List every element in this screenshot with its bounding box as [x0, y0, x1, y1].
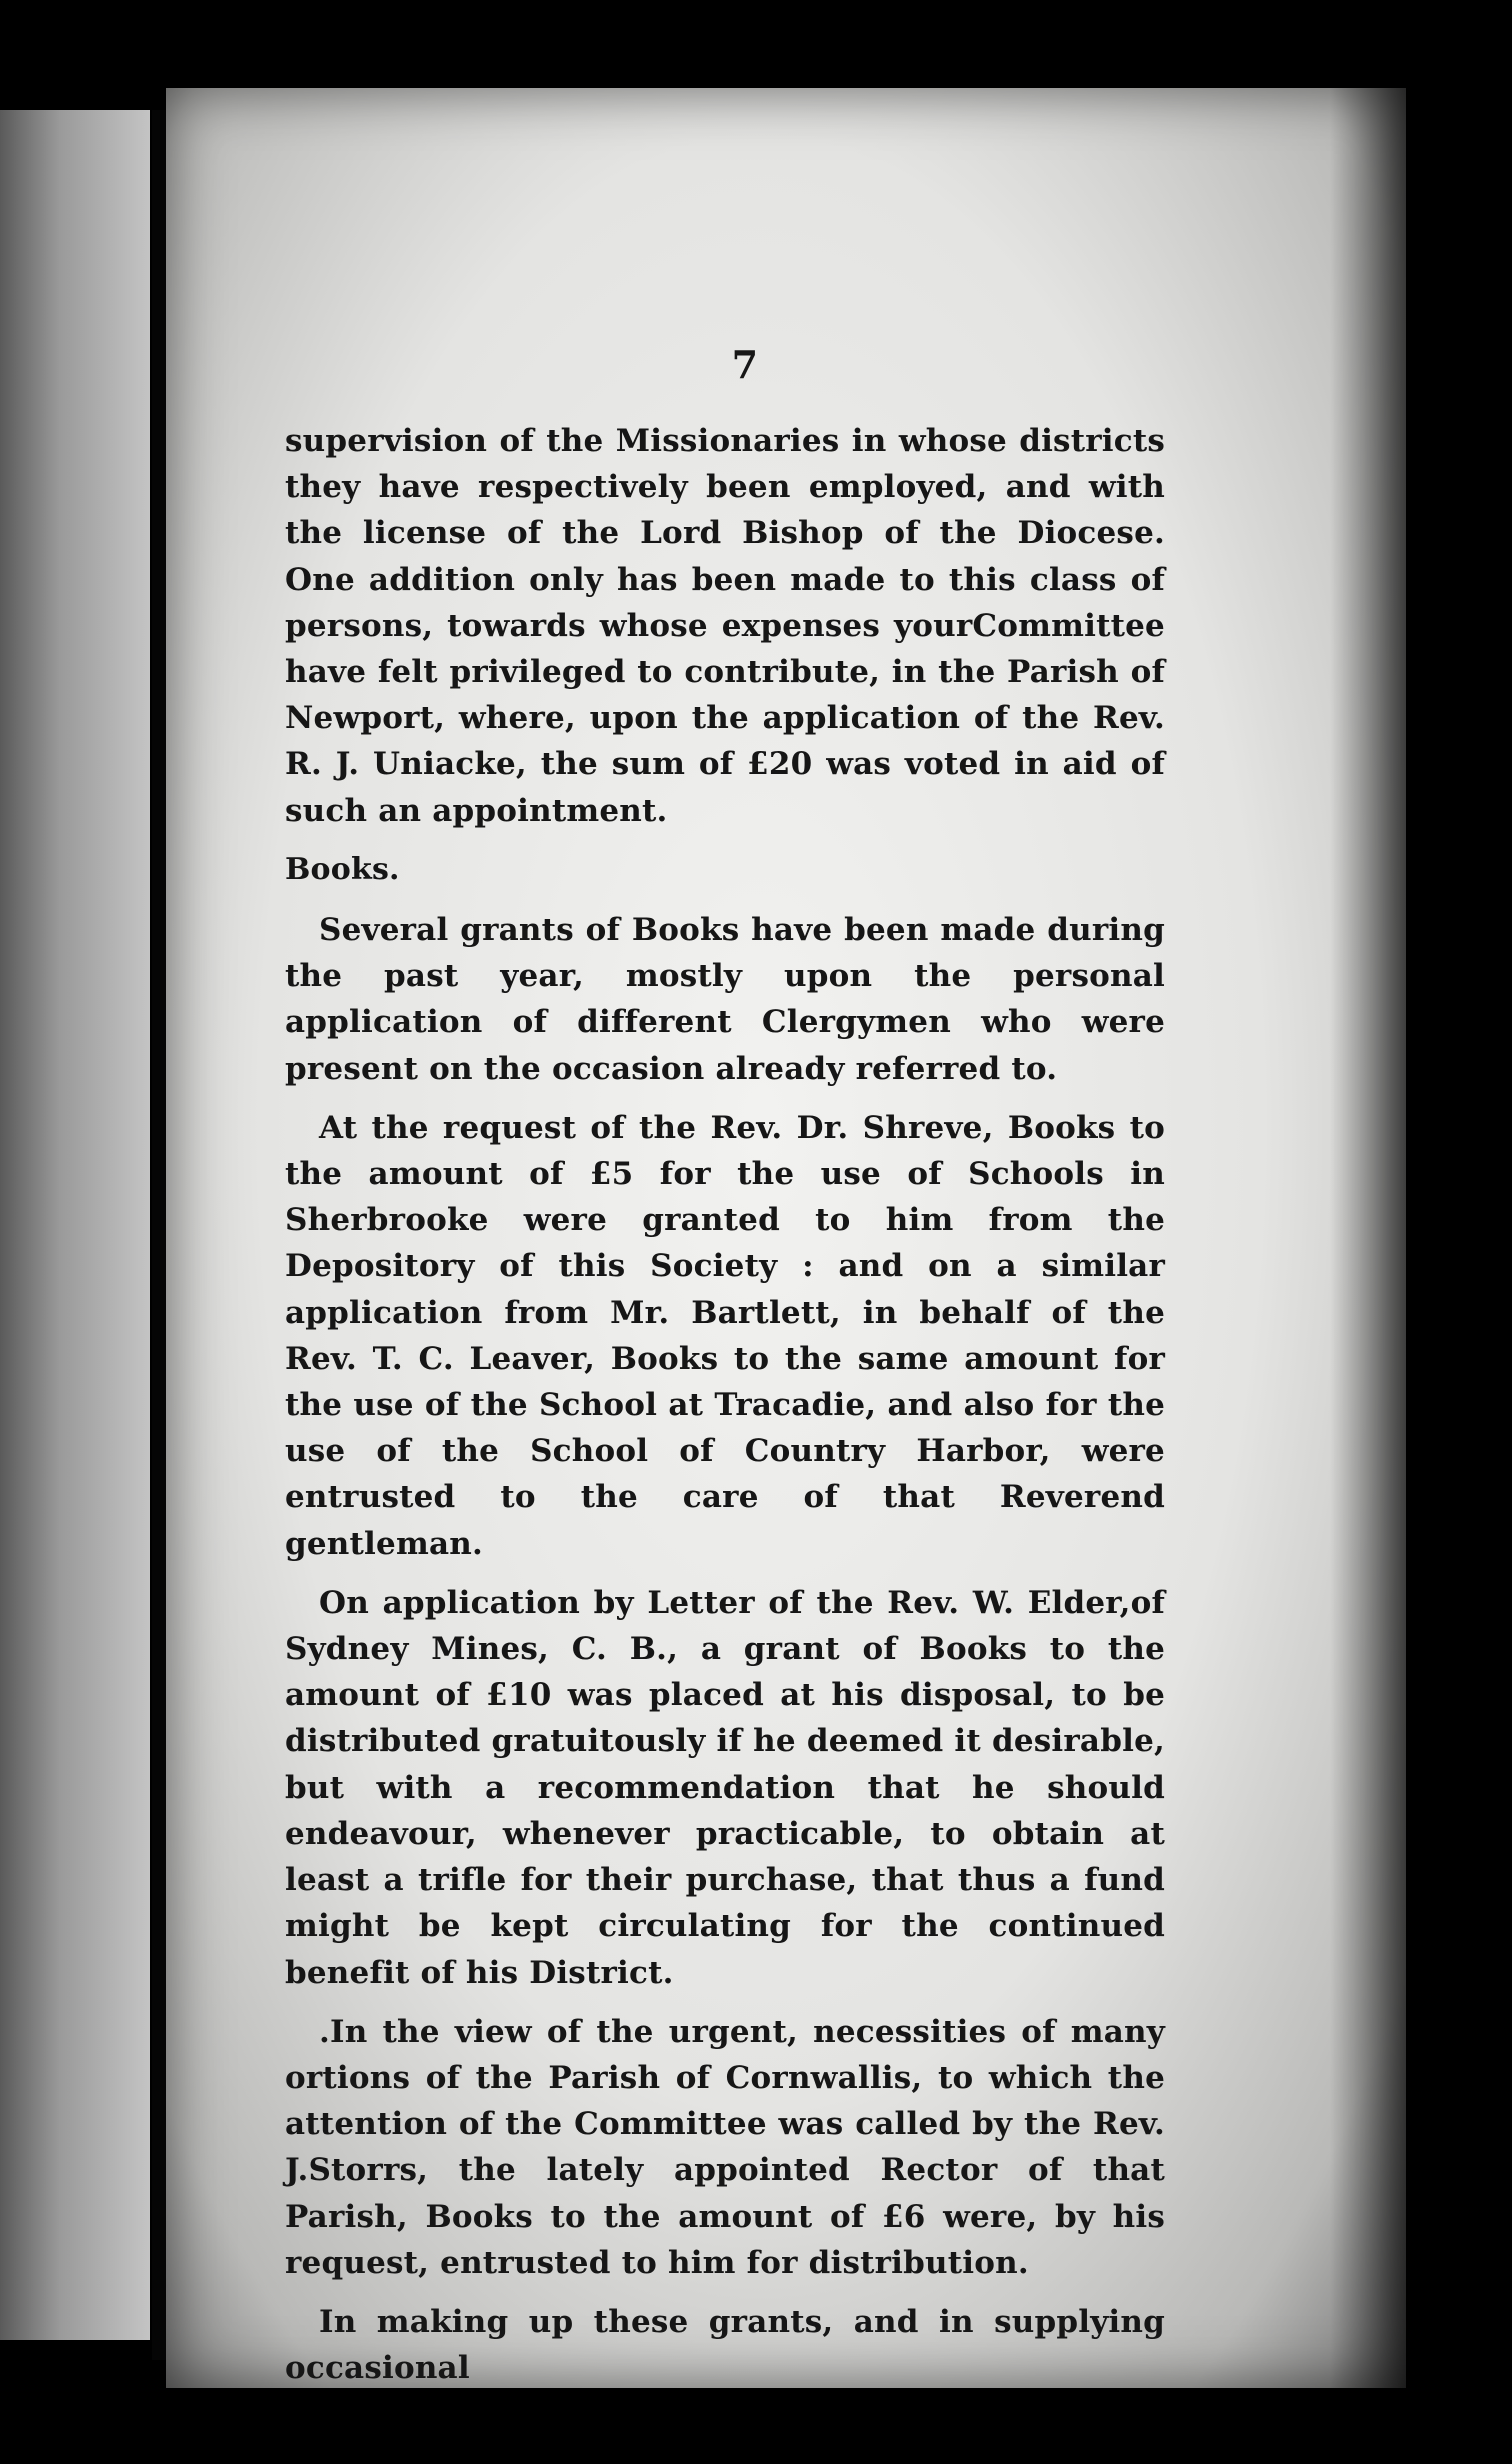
paragraph-missionaries: supervision of the Missionaries in whose districts they have respectively been employed, and with the license of the Lord Bishop of the Diocese. One addition only has been made to this class of persons, towards whose expenses yourCommittee have felt privileged to contribute, in the Parish of Newport, where, upon the application of the Rev. R. J. Uniacke, the sum of £20 was voted in aid of such an appointment.: [285, 423, 1165, 829]
paragraph-cornwallis: .In the view of the urgent, necessities of many ortions of the Parish of Cornwallis, to which the attention of the Committee was called by the Rev. J.Storrs, the lately appointed Rector of that Parish, Books to the amount of £6 were, by his request, entrusted to him for distribution.: [285, 2013, 1165, 2281]
paragraph-grants-of-books: Several grants of Books have been made during the past year, mostly upon the personal application of different Clergymen who were present on the occasion already referred to.: [285, 912, 1165, 1087]
facing-page-edge: [0, 110, 150, 2340]
paragraph-shreve-request: At the request of the Rev. Dr. Shreve, Books to the amount of £5 for the use of Schools in Sherbrooke were granted to him from the Depository of this Society : and on a similar application from Mr. Bartlett, in behalf of the Rev. T. C. Leaver, Books to the same amount for the use of the School at Tracadie, and also for the use of the School of Country Harbor, were entrusted to the care of that Reverend gentleman.: [285, 1109, 1165, 1562]
paragraph-elder-application: On application by Letter of the Rev. W. Elder,of Sydney Mines, C. B., a grant of Books to the amount of £10 was placed at his disposal, to be distributed gratuitously if he deemed it desirable, but with a recommendation that he should endeavour, whenever practicable, to obtain at least a trifle for their purchase, that thus a fund might be kept circulating for the continued benefit of his District.: [285, 1584, 1165, 1991]
page-edge-shadow: [1330, 88, 1440, 2388]
page-text-block: [285, 340, 1165, 2404]
paragraph-making-up-grants: In making up these grants, and in supplying occasional: [285, 2303, 1165, 2387]
page-number: 7: [731, 342, 759, 387]
binding-rule: [152, 110, 166, 2360]
section-heading-books: Books.: [285, 851, 400, 887]
